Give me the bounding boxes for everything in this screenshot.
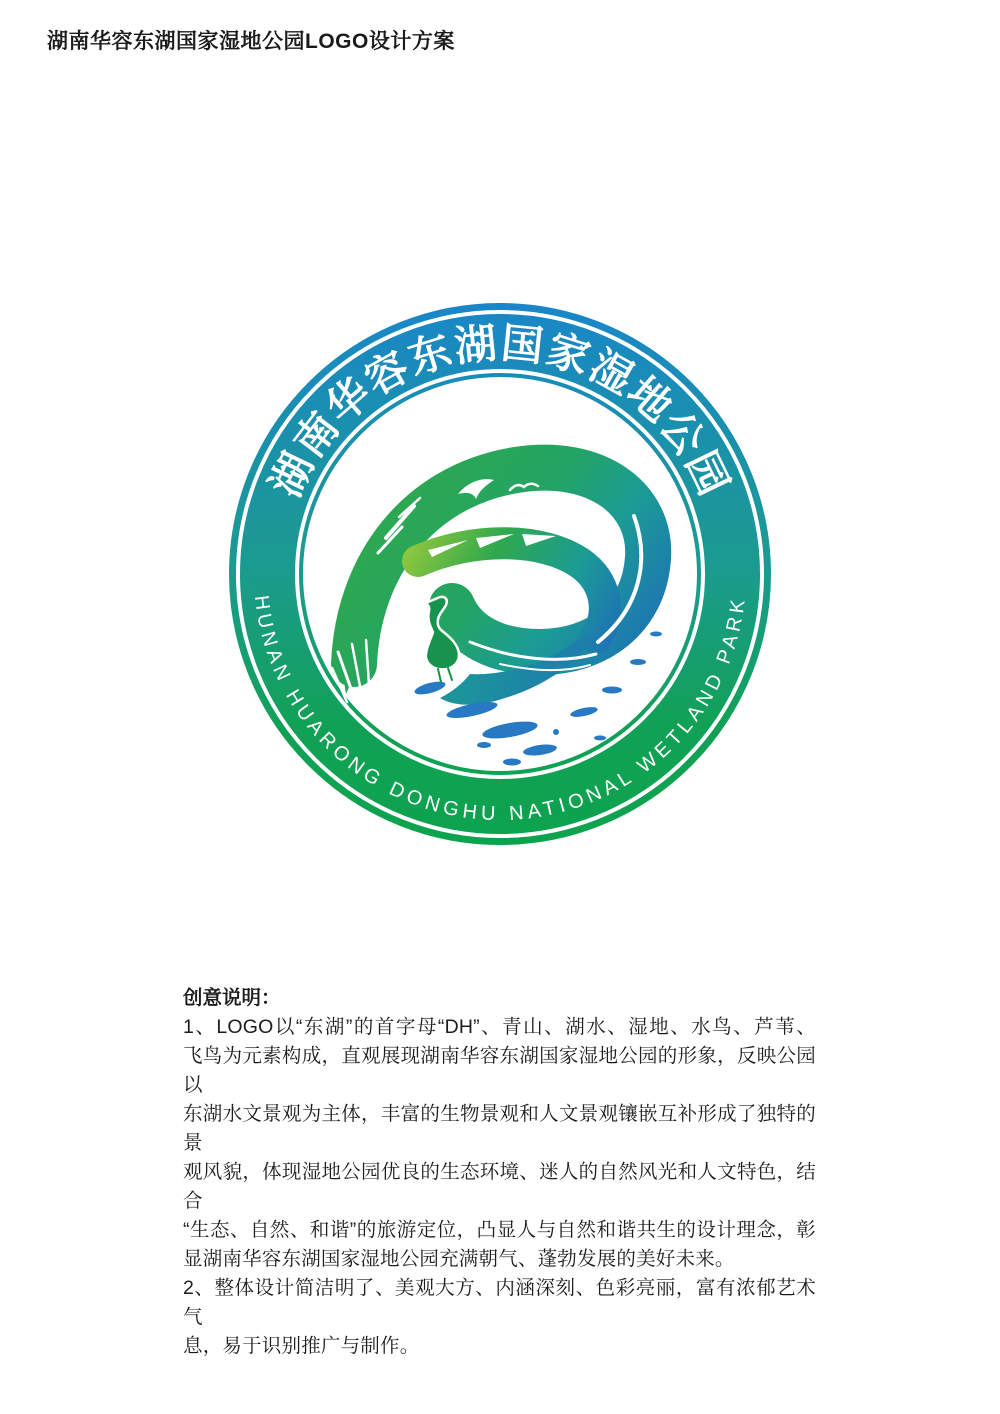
creative-description (183, 984, 816, 1361)
description-line: “生态、自然、和谐”的旅游定位，凸显人与自然和谐共生的设计理念，彰 (183, 1219, 816, 1241)
logo-emblem (332, 468, 662, 766)
description-line: 东湖水文景观为主体，丰富的生物景观和人文景观镶嵌互补形成了独特的景 (183, 1103, 816, 1154)
description-line: 2、整体设计简洁明了、美观大方、内涵深刻、色彩亮丽，富有浓郁艺术气 (183, 1277, 816, 1328)
description-line: 息，易于识别推广与制作。 (183, 1335, 420, 1357)
logo-outer-ring (233, 307, 768, 842)
description-line: 1、LOGO以“东湖”的首字母“DH”、青山、湖水、湿地、水鸟、芦苇、 (183, 1016, 816, 1038)
description-line: 飞鸟为元素构成，直观展现湖南华容东湖国家湿地公园的形象，反映公园以 (183, 1045, 816, 1096)
page-title: 湖南华容东湖国家湿地公园LOGO设计方案 (47, 30, 455, 53)
logo-ring (233, 307, 768, 842)
logo-chinese-arc-text: 湖南华容东湖国家湿地公园 (261, 319, 739, 504)
description-line: 显湖南华容东湖国家湿地公园充满朝气、蓬勃发展的美好未来。 (183, 1248, 735, 1270)
description-line: 观风貌，体现湿地公园优良的生态环境、迷人的自然风光和人文特色，结合 (183, 1161, 816, 1212)
description-heading: 创意说明： (183, 987, 281, 1009)
logo-english-arc-text: HUNAN HUARONG DONGHU NATIONAL WETLAND PARK (249, 594, 751, 826)
